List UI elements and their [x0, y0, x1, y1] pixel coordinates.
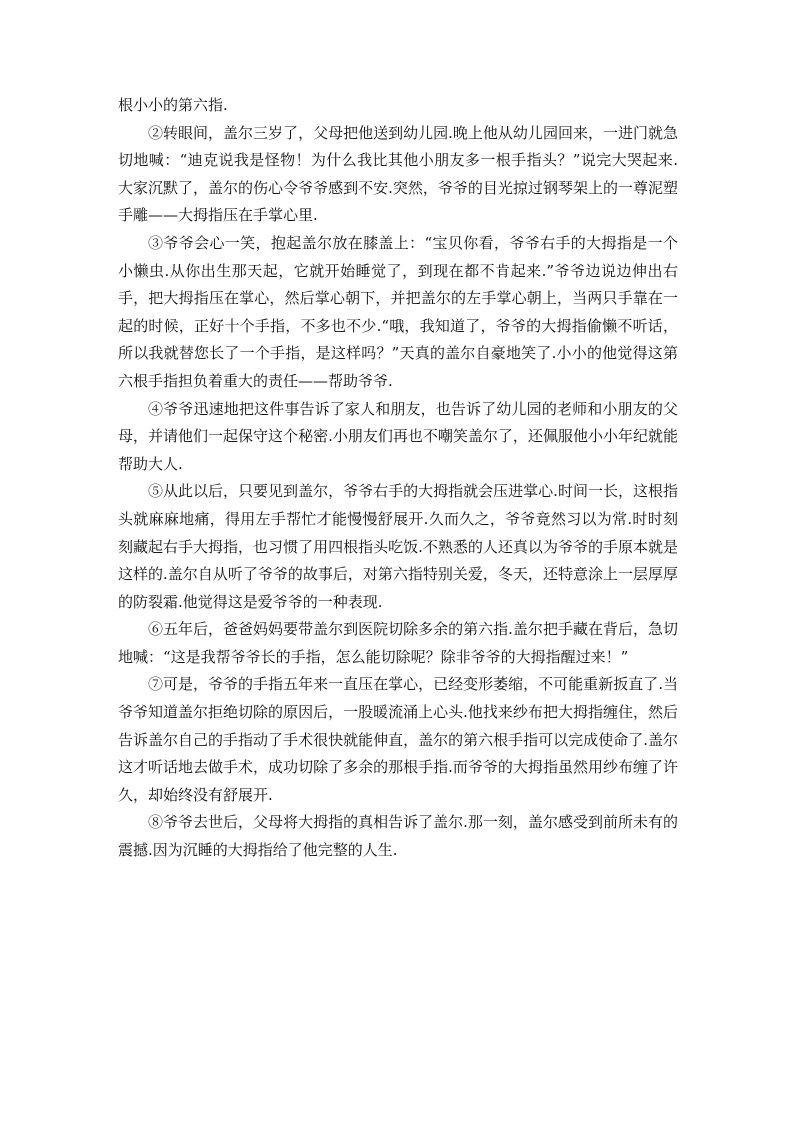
paragraph-2: ②转眼间，盖尔三岁了，父母把他送到幼儿园.晚上他从幼儿园回来，一进门就急切地喊：“迪克说我是怪物！为什么我比其他小朋友多一根手指头？”说完大哭起来.大家沉默了，盖尔的伤心令爷爷感到不安.突然，爷爷的目光掠过钢琴架上的一尊泥塑手雕——大拇指压在手掌心里. — [118, 123, 678, 225]
paragraph-continuation: 根小小的第六指. — [118, 96, 228, 114]
paragraph-7: ⑦可是，爷爷的手指五年来一直压在掌心，已经变形萎缩，不可能重新扳直了.当爷爷知道盖尔拒绝切除的原因后，一股暖流涌上心头.他找来纱布把大拇指缠住，然后告诉盖尔自己的手指动了手术很快就能伸直，盖尔的第六根手指可以完成使命了.盖尔这才听话地去做手术，成功切除了多余的那根手指.而爷爷的大拇指虽然用纱布缠了许久，却始终没有舒展开. — [118, 675, 678, 804]
paragraph-4: ④爷爷迅速地把这件事告诉了家人和朋友，也告诉了幼儿园的老师和小朋友的父母，并请他们一起保守这个秘密.小朋友们再也不嘲笑盖尔了，还佩服他小小年纪就能帮助大人. — [118, 399, 678, 473]
paragraph-5: ⑤从此以后，只要见到盖尔，爷爷右手的大拇指就会压进掌心.时间一长，这根指头就麻麻地痛，得用左手帮忙才能慢慢舒展开.久而久之，爷爷竟然习以为常.时时刻刻藏起右手大拇指，也习惯了用四根指头吃饭.不熟悉的人还真以为爷爷的手原本就是这样的.盖尔自从听了爷爷的故事后，对第六指特别关爱，冬天，还特意涂上一层厚厚的防裂霜.他觉得这是爱爷爷的一种表现. — [118, 482, 678, 611]
paragraph-3: ③爷爷会心一笑，抱起盖尔放在膝盖上：“宝贝你看，爷爷右手的大拇指是一个小懒虫.从你出生那天起，它就开始睡觉了，到现在都不肯起来.”爷爷边说边伸出右手，把大拇指压在掌心，然后掌心朝下，并把盖尔的左手掌心朝上，当两只手靠在一起的时候，正好十个手指，不多也不少.“哦，我知道了，爷爷的大拇指偷懒不听话，所以我就替您长了一个手指，是这样吗？”天真的盖尔自豪地笑了.小小的他觉得这第六根手指担负着重大的责任——帮助爷爷. — [118, 233, 678, 390]
paragraph-6: ⑥五年后，爸爸妈妈要带盖尔到医院切除多余的第六指.盖尔把手藏在背后，急切地喊：“这是我帮爷爷长的手指，怎么能切除呢？除非爷爷的大拇指醒过来！” — [118, 620, 678, 666]
document-page — [118, 92, 678, 865]
paragraph-8: ⑧爷爷去世后，父母将大拇指的真相告诉了盖尔.那一刻，盖尔感受到前所未有的震撼.因为沉睡的大拇指给了他完整的人生. — [118, 813, 678, 860]
